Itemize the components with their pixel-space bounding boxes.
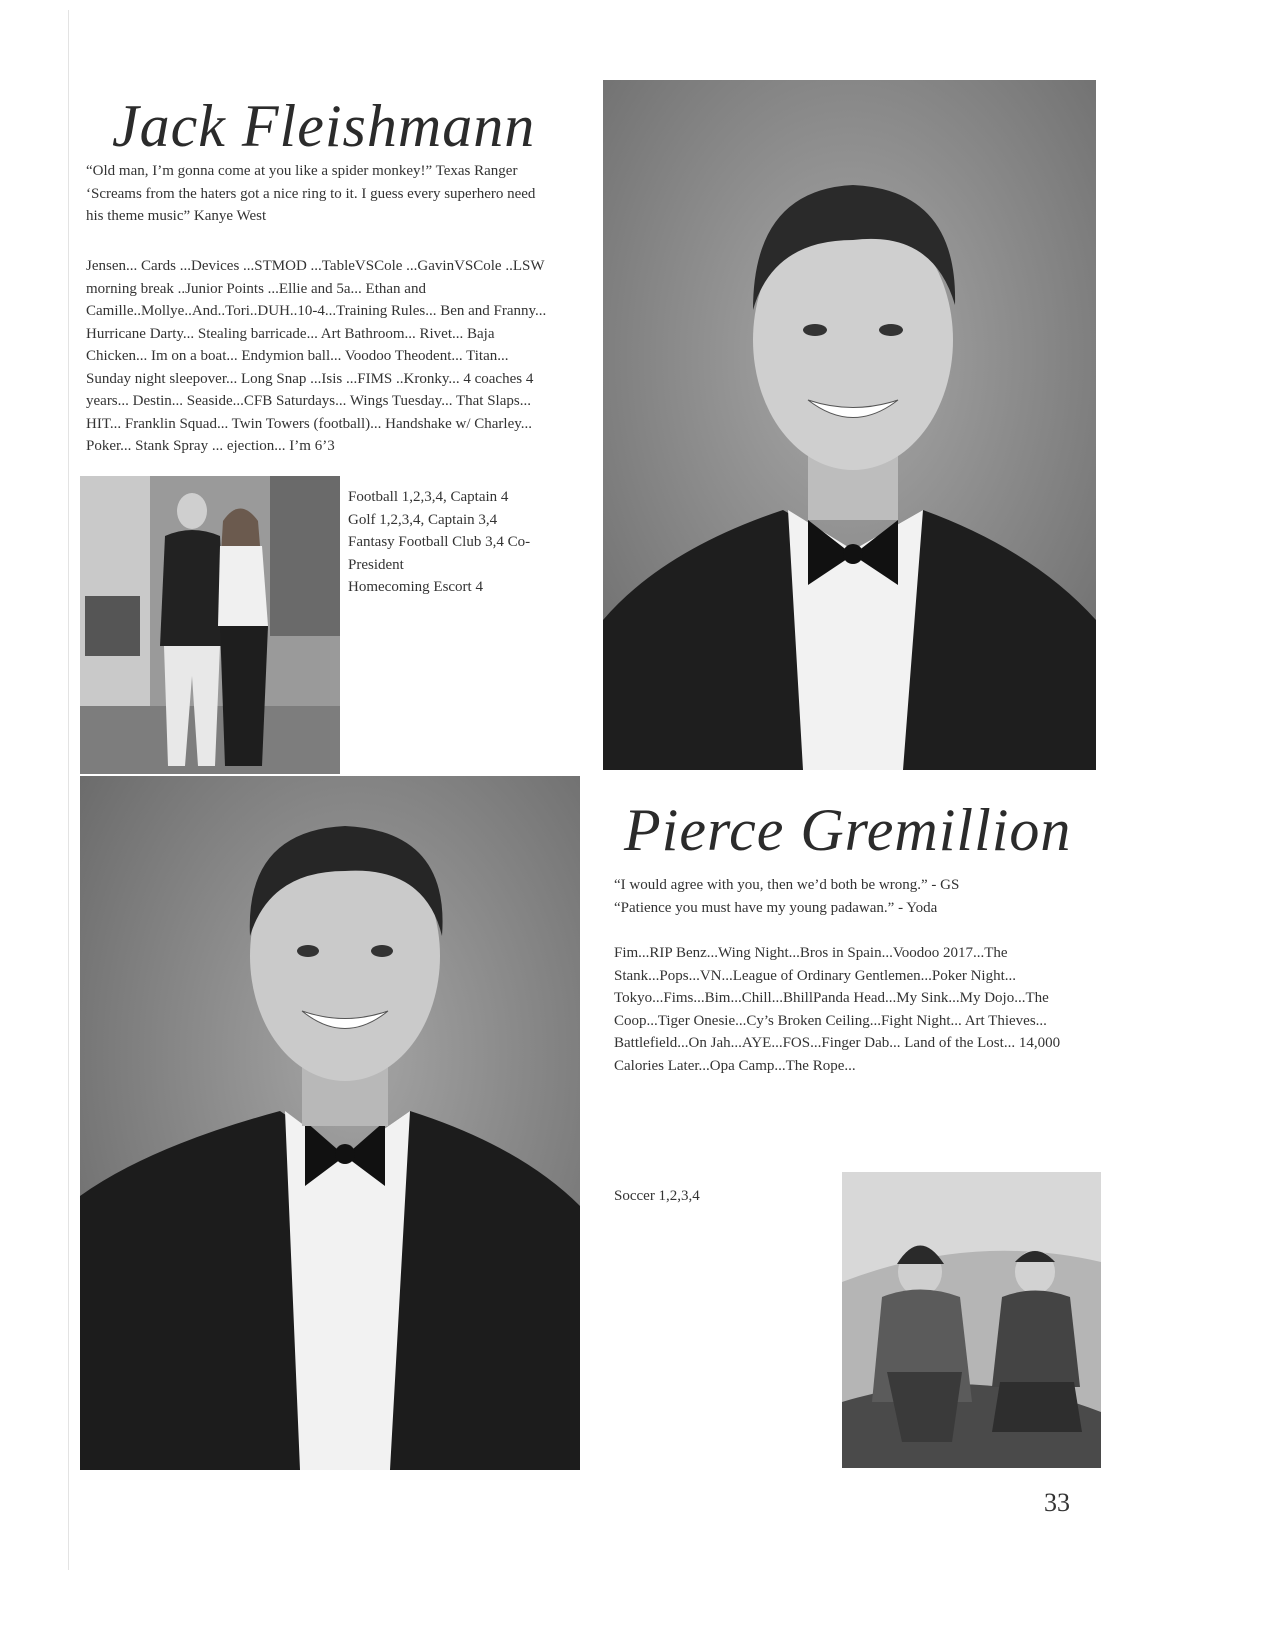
senior-name-pierce: Pierce Gremillion [624,797,1072,863]
portrait-photo-pierce [80,776,580,1470]
quote-block-jack [86,160,556,228]
quote-pierce-2: “Patience you must have my young padawan.” - Yoda [614,899,938,916]
page-edge-rule [68,10,69,1570]
candid-photo-jack [80,476,340,774]
quote-jack-2: ‘Screams from the haters got a nice ring to it. I guess every superhero need his theme music” Kanye West [86,185,536,224]
activity-jack-4: Homecoming Escort 4 [348,579,483,595]
activity-jack-1: Football 1,2,3,4, Captain 4 [348,489,509,505]
memories-pierce: Fim...RIP Benz...Wing Night...Bros in Spain...Voodoo 2017...The Stank...Pops...VN...League of Ordinary Gentlemen...Poker Night... Tokyo...Fims...Bim...Chill...BhillPanda Head...My Sink...My Dojo...The Coop...Tiger Onesie...Cy’s Broken Ceiling...Fight Night... Art Thieves... Battlefield...On Jah...AYE...FOS...Finger Dab... Land of the Lost... 14,000 Calories Later...Opa Camp...The Rope... [614,945,1061,1074]
activities-jack [348,486,563,599]
activity-pierce-1: Soccer 1,2,3,4 [614,1188,700,1204]
activity-jack-3: Fantasy Football Club 3,4 Co-President [348,534,531,573]
portrait-pierce-illustration [80,776,580,1470]
quote-block-pierce [614,874,1094,919]
activity-jack-2: Golf 1,2,3,4, Captain 3,4 [348,511,498,528]
quote-jack-1: “Old man, I’m gonna come at you like a spider monkey!” Texas Ranger [86,163,518,179]
memories-jack: Jensen... Cards ...Devices ...STMOD ...TableVSCole ...GavinVSCole ..LSW morning break ..Junior Points ...Ellie and 5a... Ethan and Camille..Mollye..And..Tori..DUH..10-4...Training Rules... Ben and Franny... Hurricane Darty... Stealing barricade... Art Bathroom... Rivet... Baja Chicken... Im on a boat... Endymion ball... Voodoo Theodent... Titan... Sunday night sleepover... Long Snap ...Isis ...FIMS ..Kronky... 4 coaches 4 years... Destin... Seaside...CFB Saturdays... Wings Tuesday... That Slaps... HIT... Franklin Squad... Twin Towers (football)... Handshake w/ Charley... Poker... Stank Spray ... ejection... I’m 6’3 [86,258,547,454]
activities-pierce [614,1185,814,1208]
senior-name-jack: Jack Fleishmann [112,93,536,159]
portrait-jack-illustration [603,80,1096,770]
candid-photo-pierce [842,1172,1101,1468]
candid-jack-illustration [80,476,340,774]
portrait-photo-jack [603,80,1096,770]
candid-pierce-illustration [842,1172,1101,1468]
quote-pierce-1: “I would agree with you, then we’d both be wrong.” - GS [614,877,960,893]
page-number: 33 [1044,1488,1070,1517]
